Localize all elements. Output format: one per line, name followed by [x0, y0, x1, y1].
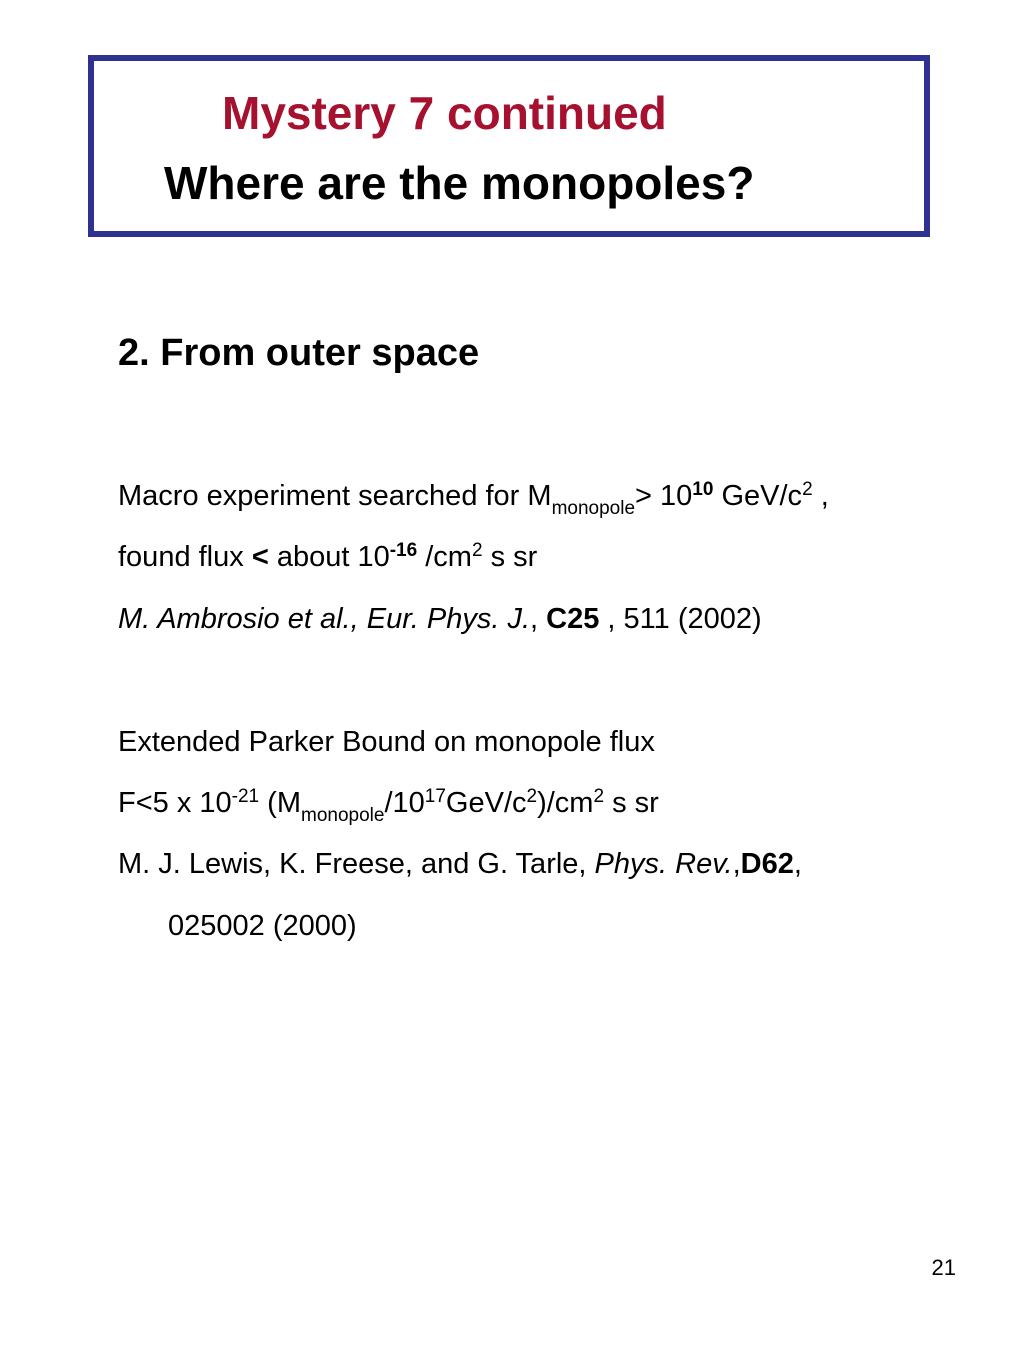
section-heading: 2. From outer space — [118, 332, 480, 374]
slide-title: Mystery 7 continued — [222, 87, 667, 139]
page-number: 21 — [931, 1255, 956, 1280]
slide-subtitle: Where are the monopoles? — [164, 157, 755, 209]
parker-line-1: Extended Parker Bound on monopole flux — [118, 726, 655, 758]
macro-line-2: found flux < about $10^{-16}$ $/cm^2$ s sr — [118, 539, 538, 573]
parker-citation: M. J. Lewis, K. Freese, and G. Tarle, Phys. Rev.,D62, — [118, 848, 802, 880]
title-box — [88, 55, 930, 237]
parker-citation-line-2: 025002 (2000) — [168, 910, 357, 942]
macro-citation: M. Ambrosio et al., Eur. Phys. J., C25 , 511 (2002) — [118, 603, 762, 635]
macro-line-1: Macro experiment searched for $M_{monopole}> 10^{10}$ GeV/$c^2$ , — [118, 478, 829, 519]
parker-line-2: F<5 x $10^{-21}$ $(M_{monopole}/10^{17}GeV/c^2)/cm^2$ s sr — [118, 785, 659, 826]
